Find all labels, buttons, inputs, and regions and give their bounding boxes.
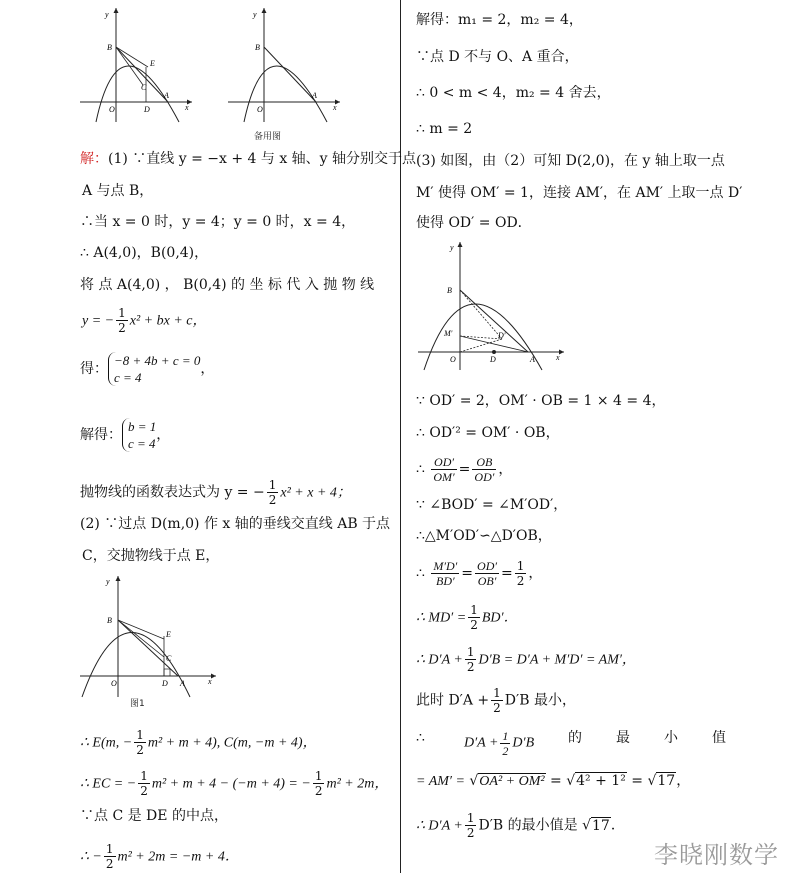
- solution-line-part2b: C，交抛物线于点 E，: [82, 548, 220, 564]
- fraction-half: $\frac{1}{2}$: [466, 811, 475, 840]
- spare-fig-b-label: B: [255, 43, 260, 52]
- right-line-3: ∴ 0 < m < 4，m₂ = 4 舍去，: [416, 85, 611, 101]
- right-line-11: ∵ ∠BOD′ = ∠M′OD′，: [416, 497, 568, 513]
- top-figure-spare: [224, 4, 344, 124]
- solution-label: 解：: [80, 151, 108, 167]
- equation-system-2: 解得： b = 1 c = 4 ，: [80, 419, 171, 451]
- watermark: 李晓刚数学: [654, 841, 779, 869]
- figure-1: [76, 572, 221, 712]
- fraction: $\frac{M'D'}{BD'}$: [433, 559, 458, 588]
- fraction-half: $\frac{1}{2}$: [136, 728, 144, 757]
- part3-fig-mprime-label: M': [444, 329, 453, 338]
- fraction-half: $\frac{1}{2}$: [118, 306, 126, 335]
- solution-line-midpoint: ∵点 C 是 DE 的中点，: [80, 808, 228, 824]
- part3-fig-a-label: A: [530, 355, 535, 364]
- top-fig-y-label: y: [105, 10, 109, 19]
- right-line-ratio-1: ∴ $\frac{OD'}{OM'}$ = $\frac{OB}{OD'}$ ，: [416, 455, 513, 484]
- right-line-16: 此时 D′A + $\frac{1}{2}$ D′B 最小，: [416, 686, 576, 715]
- part3-fig-y-label: y: [450, 243, 454, 252]
- fraction-half: $\frac{1}{2}$: [268, 478, 277, 507]
- right-line-4: ∴ m = 2: [416, 121, 473, 137]
- fraction-half: $\frac{1}{2}$: [105, 842, 114, 871]
- right-line-6: M′ 使得 OM′ = 1，连接 AM′，在 AM′ 上取一点 D′: [416, 185, 743, 201]
- fig1-x-label: x: [208, 677, 212, 686]
- top-figure-main: [76, 4, 196, 124]
- solution-line-6: y = − $\frac{1}{2}$ x² + bx + c，: [82, 306, 207, 335]
- right-line-ratio-2: ∴ $\frac{M'D'}{BD'}$ = $\frac{OD'}{OB'}$ = $\frac{1}{2}$ ，: [416, 559, 543, 588]
- top-fig-a-label: A: [164, 91, 169, 100]
- solution-line-parabola: 抛物线的函数表达式为 y = − $\frac{1}{2}$ x² + x + 4；: [80, 478, 351, 507]
- fig1-o-label: O: [111, 679, 117, 688]
- fraction-half: $\frac{1}{2}$: [314, 769, 323, 798]
- solution-line-part2: (2) ∵过点 D(m,0) 作 x 轴的垂线交直线 AB 于点: [80, 516, 391, 532]
- spare-fig-o-label: O: [257, 105, 263, 114]
- column-divider: [400, 0, 401, 873]
- figure-1-caption: 图1: [130, 699, 145, 709]
- brace-system: b = 1 c = 4: [122, 418, 156, 452]
- fig1-d-label: D: [162, 679, 168, 688]
- solution-line-ec: ∴ EC = − $\frac{1}{2}$ m² + m + 4 − (−m + 4) = − $\frac{1}{2}$ m² + 2m，: [80, 769, 389, 798]
- top-fig-o-label: O: [109, 105, 115, 114]
- top-fig-x-label: x: [185, 103, 189, 112]
- fraction: $\frac{OD'}{OB'}$: [477, 559, 497, 588]
- part3-fig-dprime-label: D': [498, 331, 506, 340]
- fig1-b-label: B: [107, 616, 112, 625]
- right-line-5: (3) 如图，由（2）可知 D(2,0)，在 y 轴上取一点: [416, 153, 725, 169]
- solution-line-5: 将 点 A(4,0) ， B(0,4) 的 坐 标 代 入 抛 物 线: [80, 277, 375, 293]
- spare-fig-a-label: A: [312, 91, 317, 100]
- right-line-2: ∵点 D 不与 O、A 重合，: [416, 49, 579, 65]
- solution-line-4: ∴ A(4,0)，B(0,4)，: [80, 245, 209, 261]
- solution-line-equation: ∴ − $\frac{1}{2}$ m² + 2m = −m + 4．: [80, 842, 239, 871]
- part3-fig-o-label: O: [450, 355, 456, 364]
- top-fig-e-label: E: [150, 59, 155, 68]
- fraction-half: $\frac{1}{2}$: [466, 645, 475, 674]
- spare-fig-y-label: y: [253, 10, 257, 19]
- top-fig-c-label: C: [141, 83, 147, 92]
- solution-line-3: ∴当 x = 0 时，y = 4；y = 0 时，x = 4，: [80, 214, 356, 230]
- solution-line-1: 解：(1) ∵直线 y = −x + 4 与 x 轴、y 轴分别交于点: [80, 151, 417, 167]
- right-line-18: = AM′ = √OA² + OM² = √4² + 1² = √17，: [416, 773, 691, 789]
- fraction-half: $\frac{1}{2}$: [502, 729, 509, 758]
- right-line-9: ∴ OD′² = OM′ · OB，: [416, 425, 560, 441]
- right-line-8: ∵ OD′ = 2，OM′ · OB = 1 × 4 = 4，: [416, 393, 666, 409]
- equation-system-1: 得： −8 + 4b + c = 0 c = 4 ，: [80, 353, 215, 385]
- right-line-1: 解得：m₁ = 2，m₂ = 4，: [416, 12, 583, 28]
- right-line-12: ∴△M′OD′∽△D′OB，: [416, 528, 552, 544]
- right-line-14: ∴ MD′ = $\frac{1}{2}$ BD′．: [416, 603, 518, 632]
- fraction-half: $\frac{1}{2}$: [470, 603, 478, 632]
- part3-fig-d-label: D: [490, 355, 496, 364]
- fig1-c-label: C: [166, 654, 172, 663]
- right-line-15: ∴ D′A + $\frac{1}{2}$ D′B = D′A + M′D′ = AM′，: [416, 645, 636, 674]
- brace-system: −8 + 4b + c = 0 c = 4: [108, 352, 200, 386]
- right-line-7: 使得 OD′ = OD．: [416, 215, 532, 231]
- part3-fig-x-label: x: [556, 353, 560, 362]
- figure-part3: [414, 238, 569, 373]
- right-line-19: ∴ D′A + $\frac{1}{2}$ D′B 的最小值是 √17．: [416, 811, 625, 840]
- fraction: $\frac{OD'}{OM'}$: [433, 455, 455, 484]
- fig1-y-label: y: [106, 577, 110, 586]
- top-fig-b-label: B: [107, 43, 112, 52]
- fig1-a-label: A: [180, 679, 185, 688]
- fraction: $\frac{OB}{OD'}$: [474, 455, 495, 484]
- spare-figure-caption: 备用图: [254, 132, 282, 142]
- fraction-half: $\frac{1}{2}$: [516, 559, 525, 588]
- spare-fig-x-label: x: [333, 103, 337, 112]
- fig1-e-label: E: [166, 630, 171, 639]
- solution-line-e-c: ∴ E(m, − $\frac{1}{2}$ m² + m + 4), C(m, −m + 4)，: [80, 728, 317, 757]
- fraction-half: $\frac{1}{2}$: [493, 686, 501, 715]
- solution-line-2: A 与点 B，: [82, 183, 154, 199]
- top-fig-d-label: D: [144, 105, 150, 114]
- part3-fig-b-label: B: [447, 286, 452, 295]
- fraction-half: $\frac{1}{2}$: [140, 769, 148, 798]
